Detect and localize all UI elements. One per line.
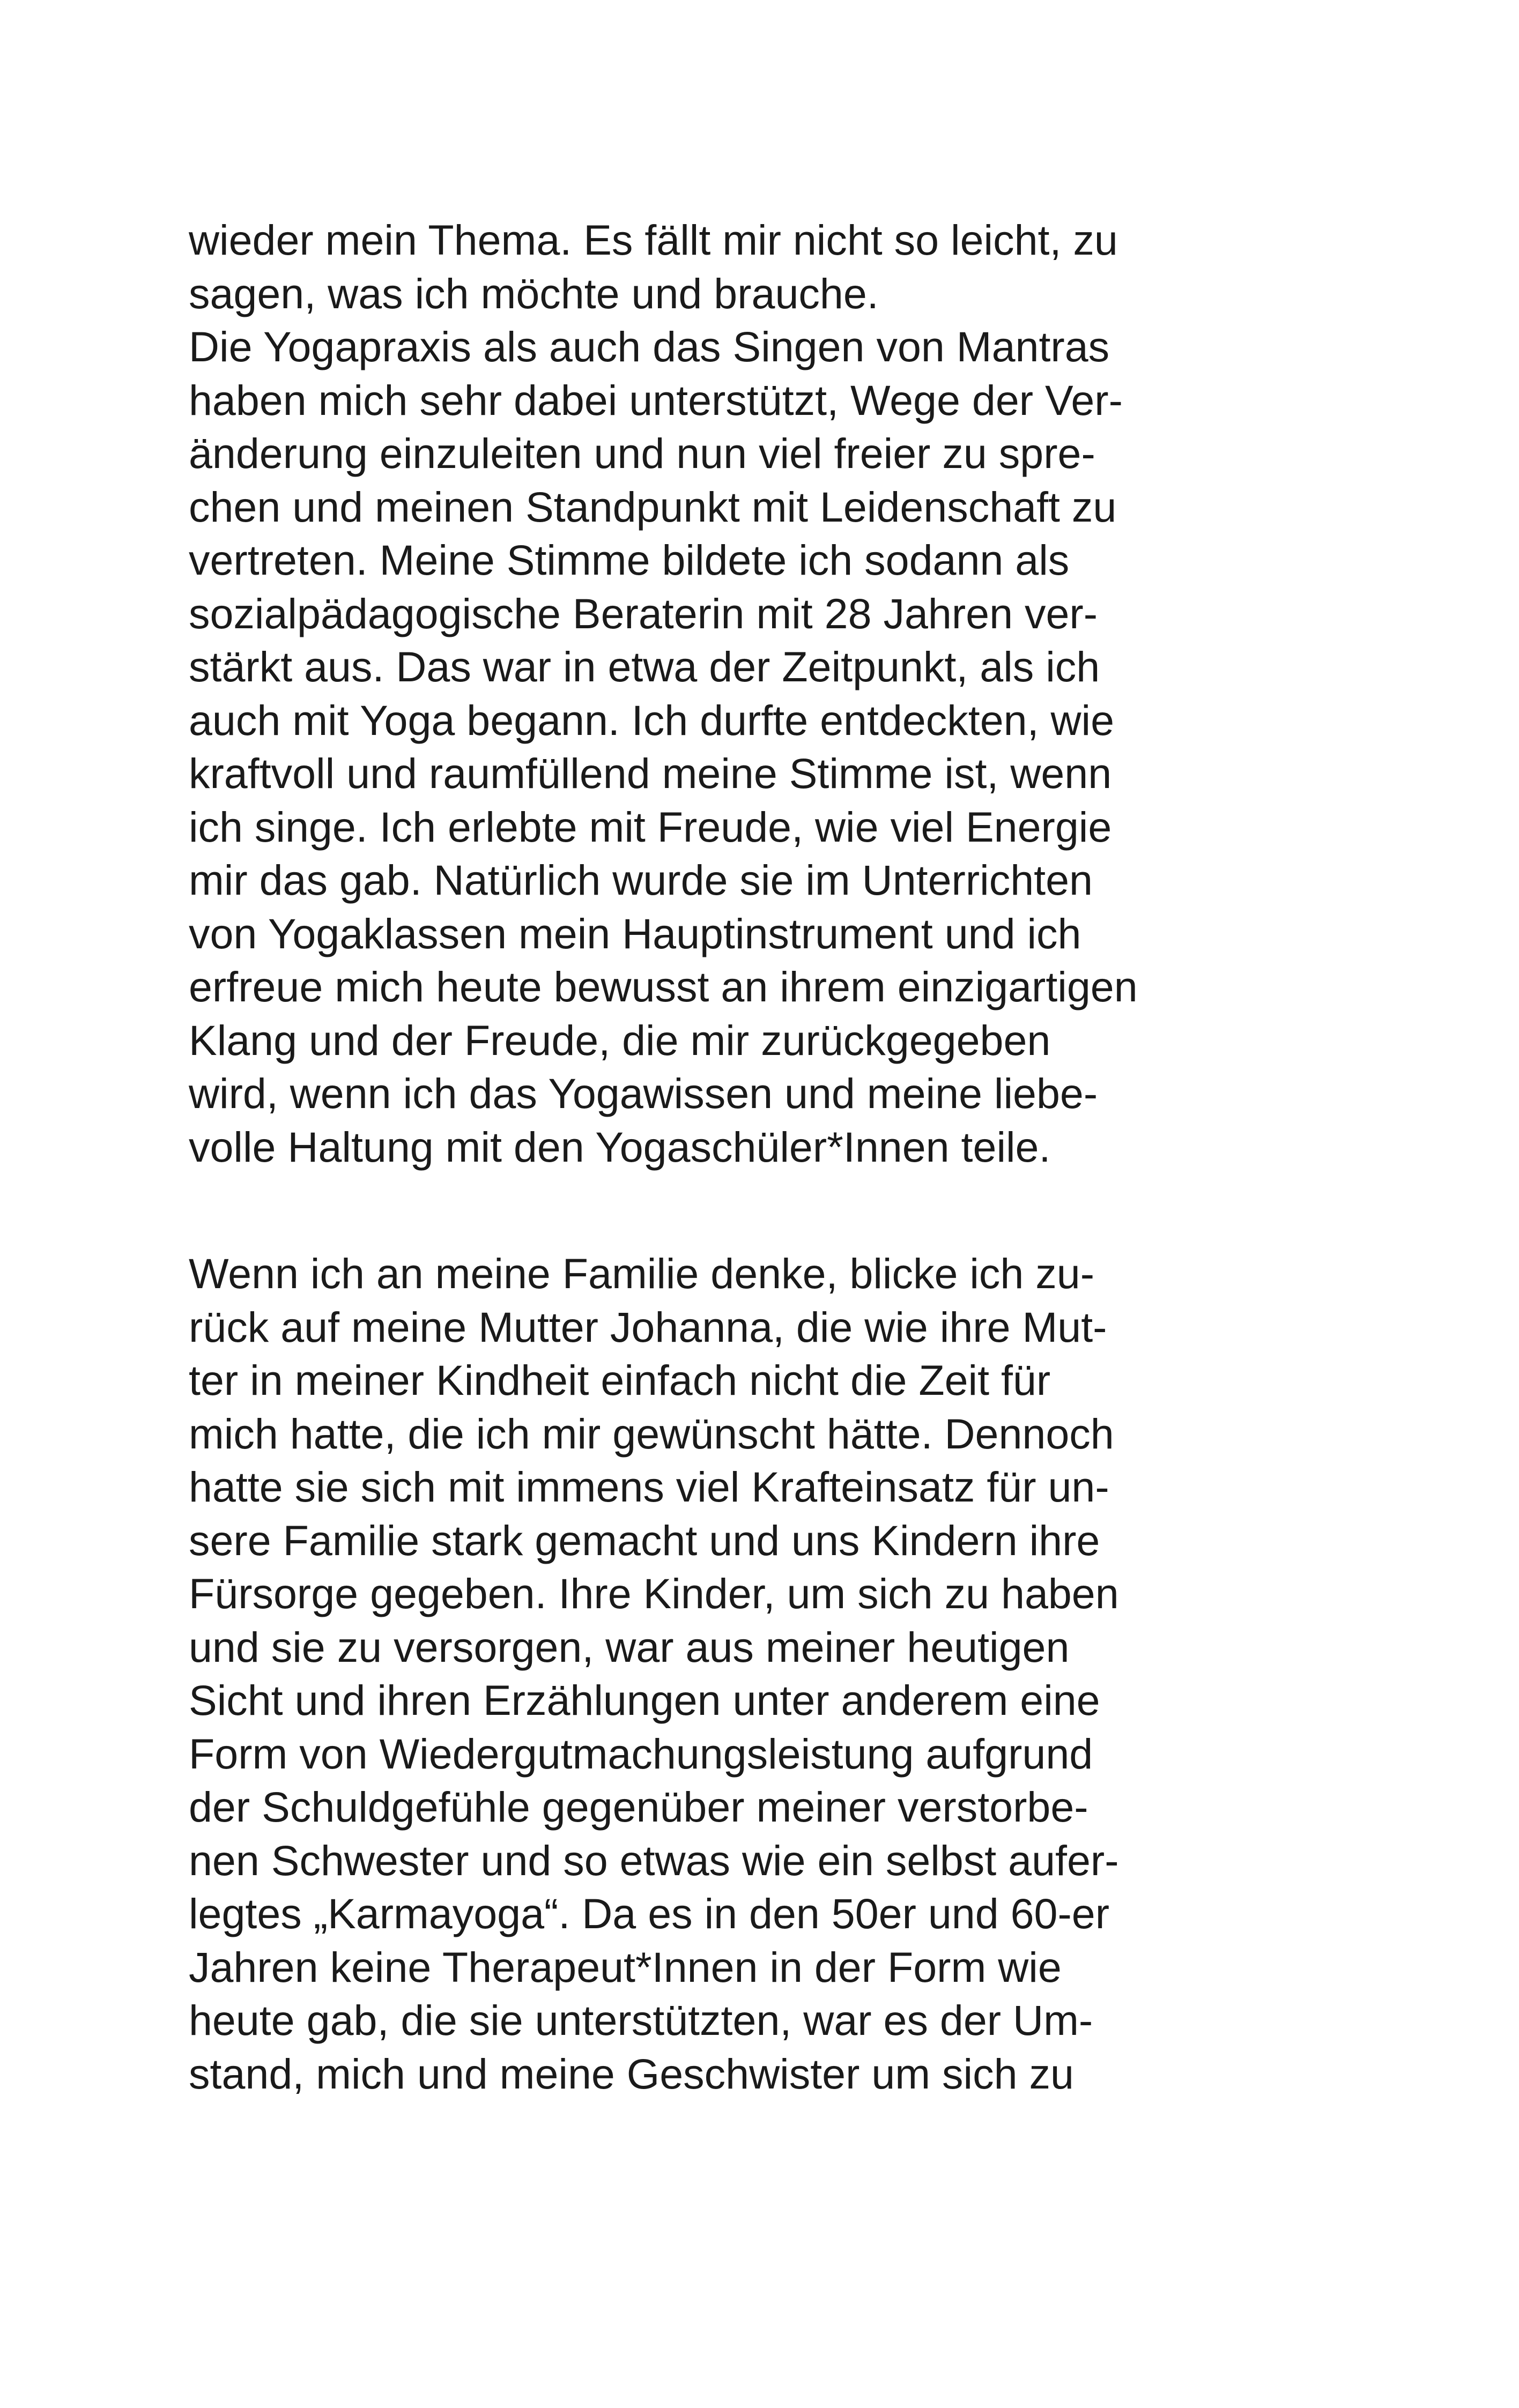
text-line: Klang und der Freude, die mir zurückgegeben (189, 1016, 1051, 1064)
text-line: ter in meiner Kindheit einfach nicht die Zeit für (189, 1356, 1051, 1404)
text-line: mir das gab. Natürlich wurde sie im Unterrichten (189, 856, 1093, 904)
paragraph-1 (189, 213, 1368, 1173)
text-line: sagen, was ich möchte und brauche. (189, 269, 879, 317)
text-line: stärkt aus. Das war in etwa der Zeitpunkt, als ich (189, 643, 1100, 690)
text-line: legtes „Karmayoga“. Da es in den 50er und 60-er (189, 1890, 1110, 1937)
text-line: vertreten. Meine Stimme bildete ich sodann als (189, 536, 1070, 584)
text-line: mich hatte, die ich mir gewünscht hätte. Dennoch (189, 1409, 1114, 1458)
text-line: chen und meinen Standpunkt mit Leidenschaft zu (189, 482, 1117, 531)
text-line: Wenn ich an meine Familie denke, blicke ich zu- (189, 1250, 1095, 1297)
text-line: heute gab, die sie unterstützten, war es der Um- (189, 1996, 1093, 2044)
text-line: volle Haltung mit den Yogaschüler*Innen teile. (189, 1123, 1051, 1171)
paragraph-2 (189, 1247, 1368, 2100)
text-line: Sicht und ihren Erzählungen unter anderem eine (189, 1676, 1100, 1724)
text-line: sere Familie stark gemacht und uns Kindern ihre (189, 1516, 1100, 1564)
text-line: ich singe. Ich erlebte mit Freude, wie viel Energie (189, 802, 1112, 851)
text-line: Jahren keine Therapeut*Innen in der Form wie (189, 1943, 1062, 1991)
text-line: rück auf meine Mutter Johanna, die wie ihre Mut- (189, 1303, 1107, 1351)
text-line: und sie zu versorgen, war aus meiner heutigen (189, 1623, 1070, 1671)
text-line: änderung einzuleiten und nun viel freier zu spre- (189, 429, 1095, 477)
text-line: haben mich sehr dabei unterstützt, Wege der Ver- (189, 376, 1123, 424)
text-line: hatte sie sich mit immens viel Krafteinsatz für un- (189, 1463, 1109, 1511)
text-line: Fürsorge gegeben. Ihre Kinder, um sich zu haben (189, 1570, 1119, 1617)
text-line: kraftvoll und raumfüllend meine Stimme ist, wenn (189, 749, 1112, 797)
text-line: nen Schwester und so etwas wie ein selbst aufer- (189, 1836, 1119, 1884)
text-line: erfreue mich heute bewusst an ihrem einzigartigen (189, 963, 1138, 1010)
text-line: auch mit Yoga begann. Ich durfte entdeckten, wie (189, 696, 1115, 744)
text-line: Die Yogapraxis als auch das Singen von Mantras (189, 323, 1110, 370)
text-line: sozialpädagogische Beraterin mit 28 Jahren ver- (189, 589, 1098, 637)
text-line: der Schuldgefühle gegenüber meiner verstorbe- (189, 1783, 1088, 1831)
text-line: wieder mein Thema. Es fällt mir nicht so leicht, zu (189, 216, 1118, 264)
text-line: Form von Wiedergutmachungsleistung aufgrund (189, 1729, 1093, 1778)
text-line: von Yogaklassen mein Hauptinstrument und ich (189, 909, 1081, 957)
text-line: wird, wenn ich das Yogawissen und meine liebe- (189, 1069, 1098, 1117)
text-line: stand, mich und meine Geschwister um sich zu (189, 2049, 1074, 2098)
